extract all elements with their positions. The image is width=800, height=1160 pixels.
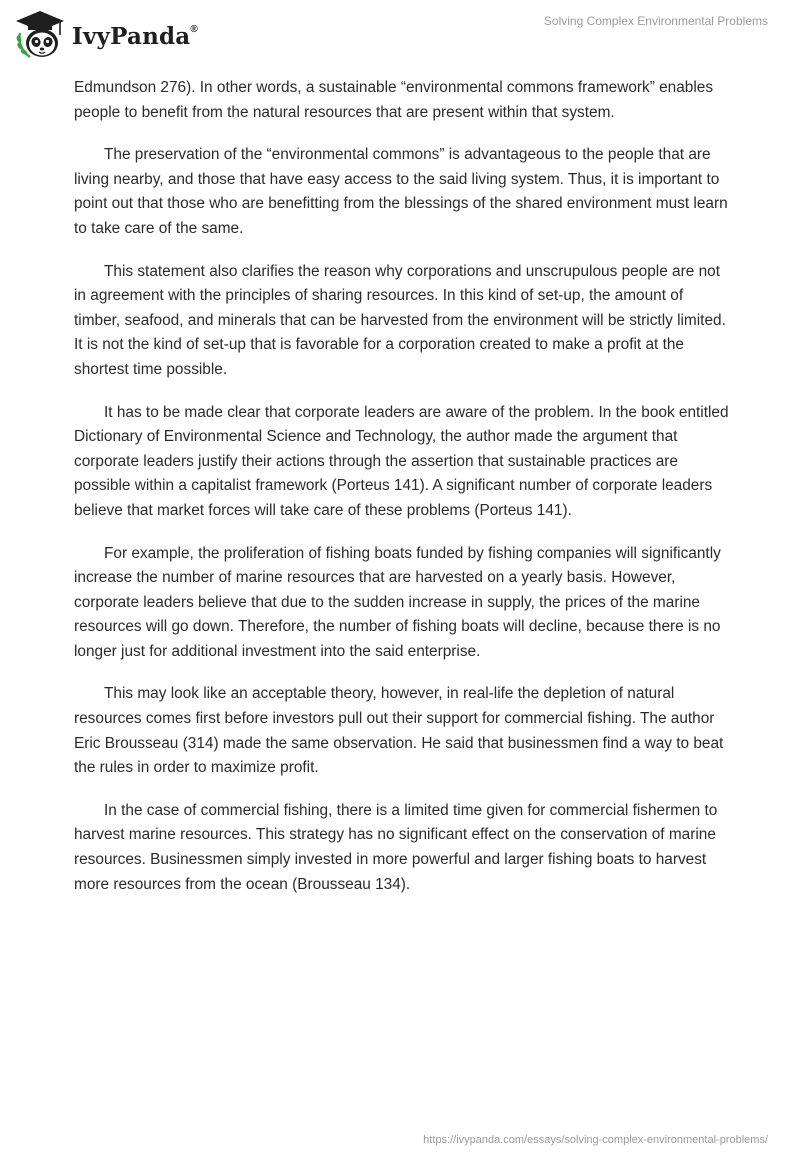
document-title: Solving Complex Environmental Problems [543,14,768,28]
ivypanda-logo[interactable] [14,9,198,61]
paragraph: For example, the proliferation of fishing boats funded by fishing companies will significantly increase the number of marine resources that are harvested on a yearly basis. However, corporate leaders believe that due to the sudden increase in supply, the prices of the marine resources will go down. Therefore, the number of fishing boats will decline, because there is no longer just for additional investment into the said enterprise. [74,544,721,660]
paragraph: The preservation of the “environmental commons” is advantageous to the people that are living nearby, and those that have easy access to the said living system. Thus, it is important to point out that those who are benefitting from the blessings of the shared environment must learn to take care of the same. [74,146,728,237]
source-url[interactable]: https://ivypanda.com/essays/solving-complex-environmental-problems/ [423,1134,768,1146]
paragraph: This statement also clarifies the reason why corporations and unscrupulous people are not in agreement with the principles of sharing resources. In this kind of set-up, the amount of timber, seafood, and minerals that can be harvested from the environment will be strictly limited. It is not the kind of set-up that is favorable for a corporation created to make a profit at the shortest time possible. [74,262,726,378]
brand-name: IvyPanda® [72,22,198,50]
registered-mark: ® [190,23,198,35]
page-header [0,0,800,70]
essay-body [74,76,730,915]
paragraph: This may look like an acceptable theory, however, in real-life the depletion of natural resources comes first before investors pull out their support for commercial fishing. The author Eric Brousseau (314) made the same observation. He said that businessmen find a way to beat the rules in order to maximize profit. [74,685,724,777]
paragraph: It has to be made clear that corporate leaders are aware of the problem. In the book entitled Dictionary of Environmental Science and Technology, the author made the argument that corporate leaders justify their actions through the assertion that sustainable practices are possible within a capitalist framework (Porteus 141). A significant number of corporate leaders believe that market forces will take care of these problems (Porteus 141). [74,403,729,519]
panda-graduate-icon [14,9,66,61]
paragraph-continued: Edmundson 276). In other words, a sustainable “environmental commons framework” enables people to benefit from the natural resources that are present within that system. [74,79,714,121]
paragraph: In the case of commercial fishing, there is a limited time given for commercial fishermen to harvest marine resources. This strategy has no significant effect on the conservation of marine resources. Businessmen simply invested in more powerful and larger fishing boats to harvest more resources from the ocean (Brousseau 134). [74,801,718,893]
